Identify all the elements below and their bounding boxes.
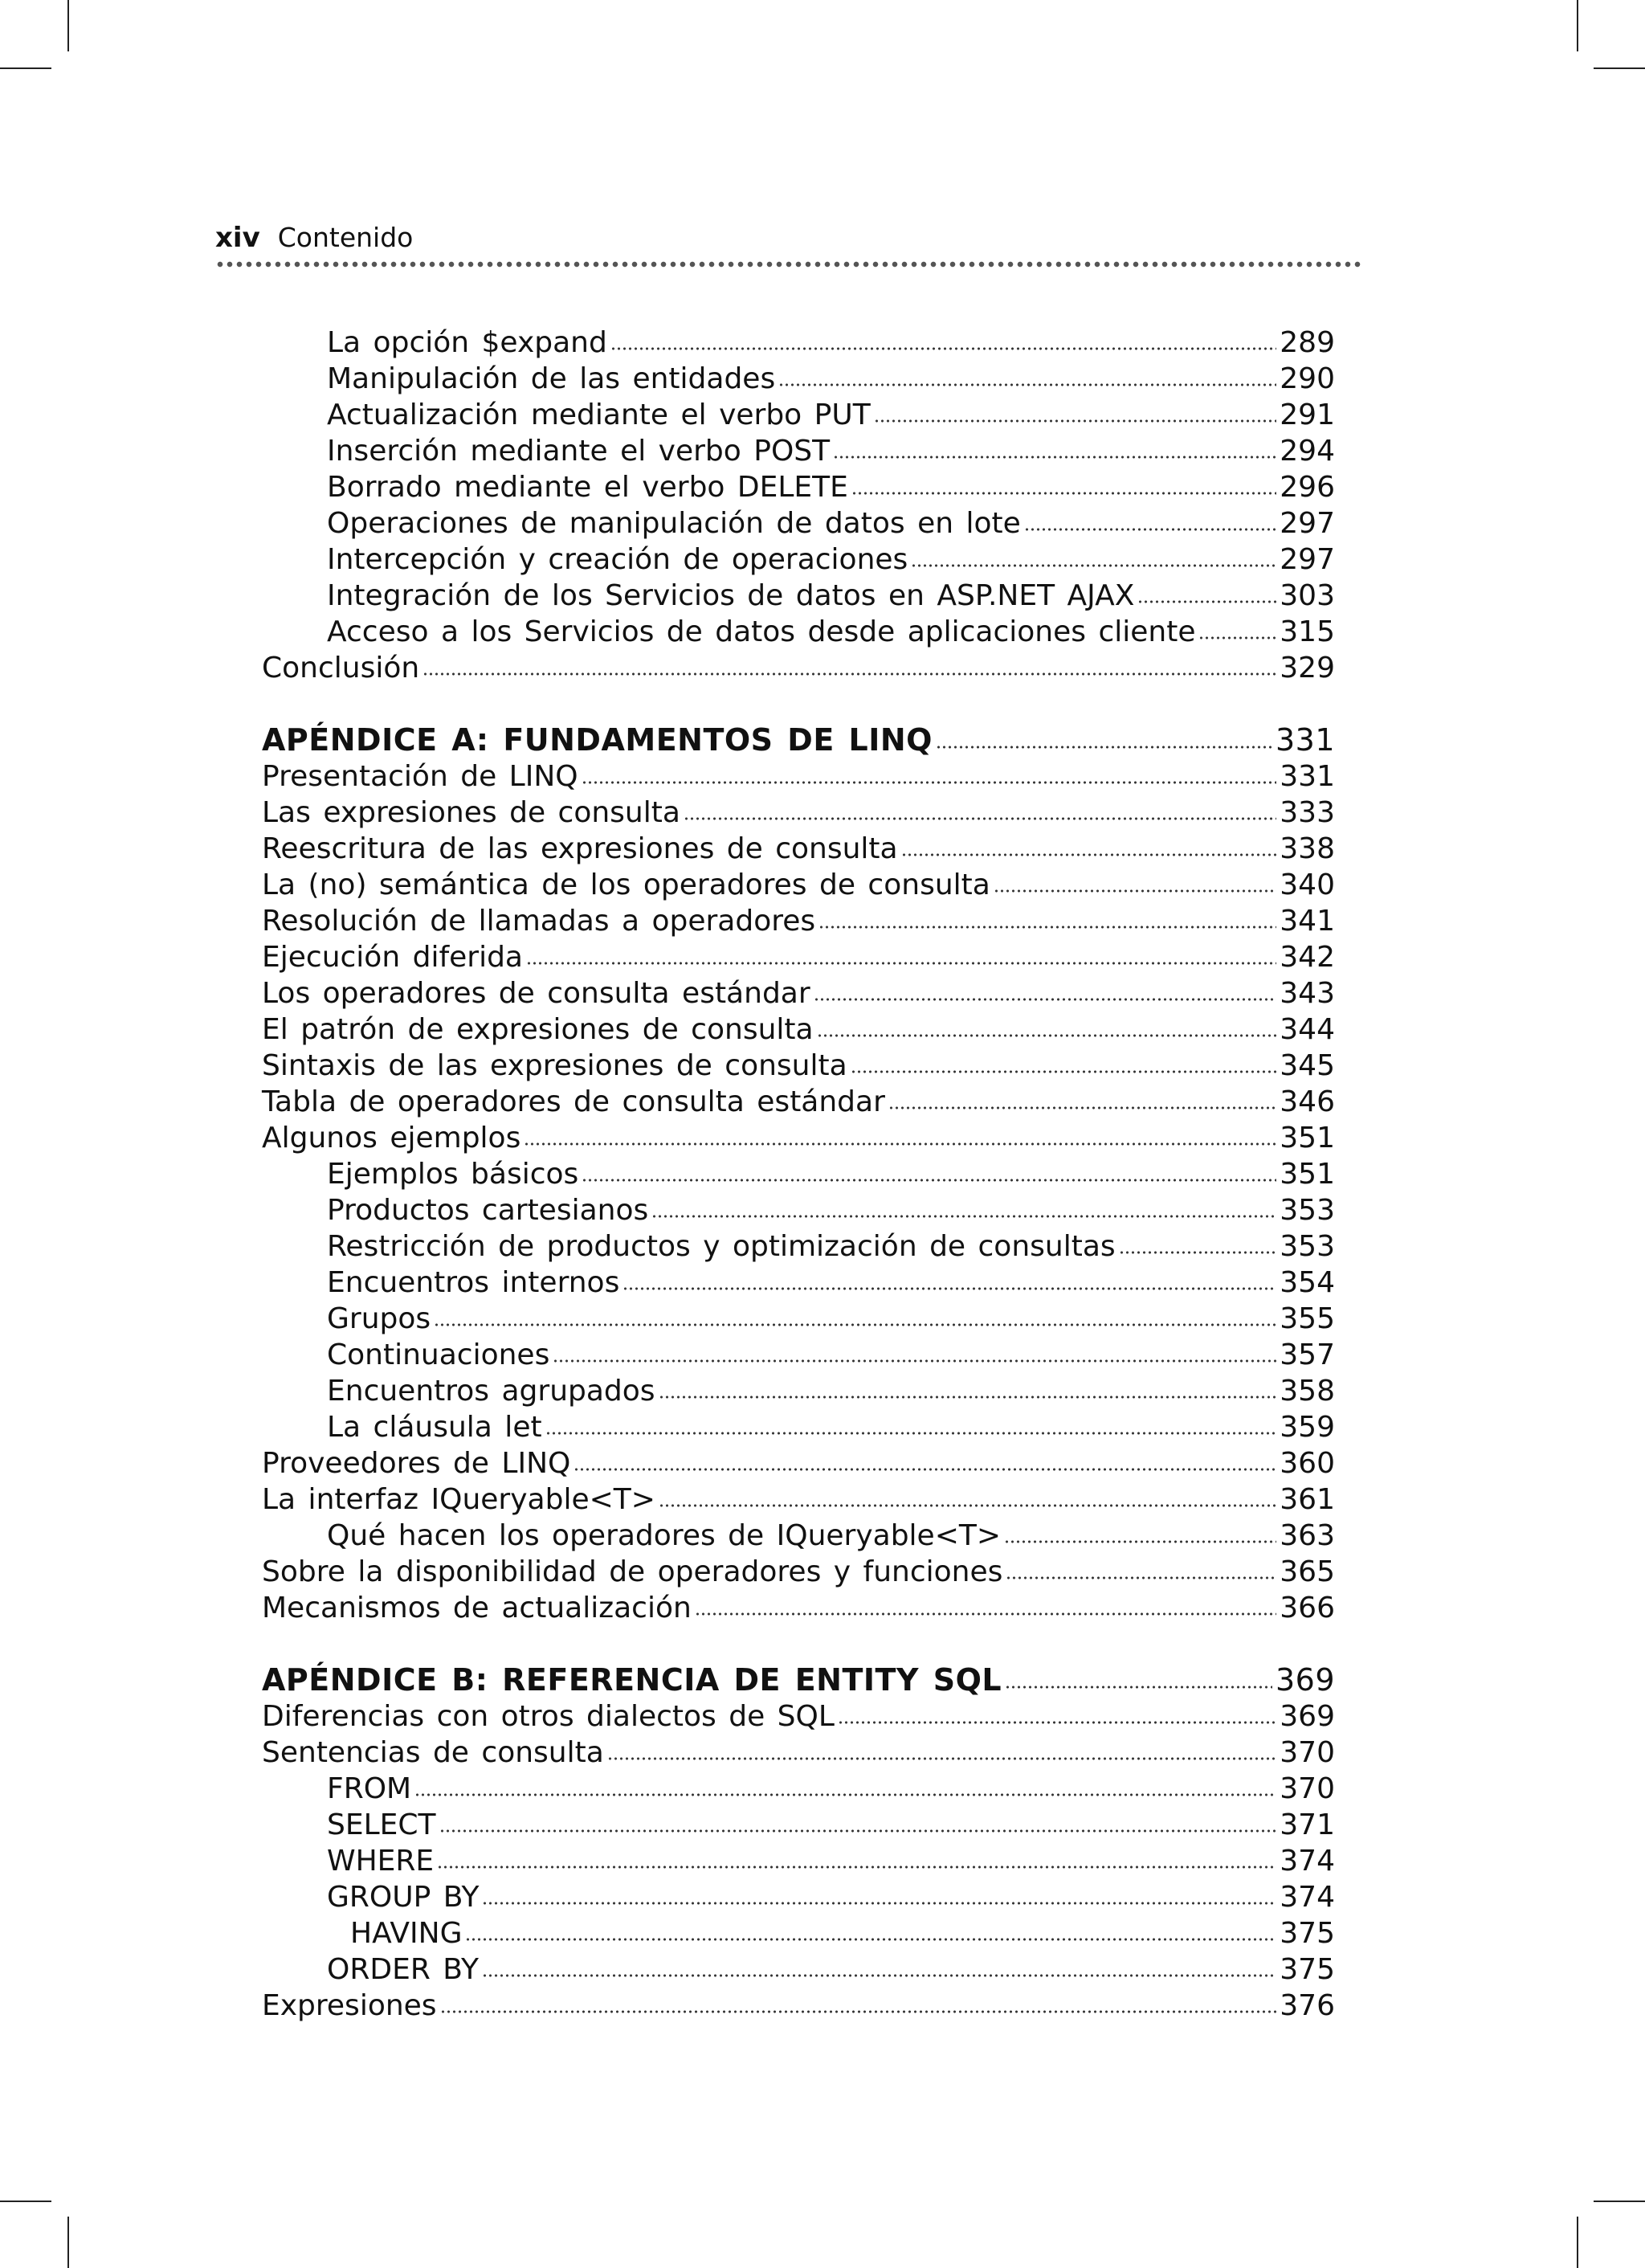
toc-page-number: 353 [1280,1194,1335,1227]
toc-entry [262,1409,1335,1445]
toc-entry-title: Algunos ejemplos [262,1122,521,1154]
dot-leader [874,419,1277,423]
running-header [215,219,413,257]
dot-leader [994,889,1276,893]
dot-leader [553,1359,1276,1363]
toc-entry [262,1011,1335,1048]
toc-page-number: 344 [1280,1013,1335,1046]
dot-leader [901,852,1277,857]
dot-leader [659,1395,1277,1400]
toc-page-number: 297 [1280,507,1335,540]
toc-entry [262,325,1335,361]
toc-entry [262,1445,1335,1481]
toc-entry [262,1084,1335,1120]
toc-page-number: 365 [1280,1555,1335,1588]
dot-leader [622,1286,1276,1291]
dot-leader [610,346,1276,351]
toc-entry-title: Actualización mediante el verbo PUT [327,398,871,431]
dot-leader [1006,1575,1276,1580]
crop-mark [1594,67,1645,69]
toc-page-number: 351 [1280,1158,1335,1191]
toc-entry [262,975,1335,1011]
toc-chapter-heading [262,1662,1335,1698]
dot-leader [422,672,1276,676]
dot-leader [1137,599,1276,604]
crop-mark [0,2201,51,2202]
toc-entry-title: Ejemplos básicos [327,1158,579,1191]
dot-leader [1024,527,1277,532]
toc-entry-title: Tabla de operadores de consulta estándar [262,1085,885,1118]
toc-entry [262,1951,1335,1988]
toc-entry [262,1771,1335,1807]
toc-entry [262,1120,1335,1156]
dot-leader [695,1612,1276,1616]
toc-entry-title: Inserción mediante el verbo POST [327,435,831,468]
toc-entry-title: Sobre la disponibilidad de operadores y funciones [262,1555,1003,1588]
toc-entry [262,578,1335,614]
toc-entry-title: La (no) semántica de los operadores de consulta [262,868,990,901]
toc-entry [262,903,1335,939]
toc-page-number: 329 [1280,652,1335,684]
dot-leader [465,1937,1276,1942]
dot-leader [818,925,1276,930]
dot-leader [434,1322,1276,1327]
toc-page-number: 338 [1280,832,1335,865]
crop-mark [67,0,69,51]
toc-entry-title: Manipulación de las entidades [327,362,776,395]
running-title: Contenido [277,222,414,253]
toc-page-number: 315 [1280,615,1335,648]
crop-mark [67,2217,69,2268]
toc-page-number: 376 [1280,1989,1335,2022]
toc-entry [262,1879,1335,1915]
toc-page-number: 341 [1280,905,1335,938]
dot-leader [482,1973,1276,1978]
toc-page-number: 343 [1280,977,1335,1010]
toc-entry-title: Acceso a los Servicios de datos desde aplicaciones cliente [327,615,1196,648]
toc-entry [262,1337,1335,1373]
toc-entry-title: GROUP BY [327,1881,480,1914]
toc-page-number: 370 [1280,1736,1335,1769]
dot-leader [1198,635,1276,640]
toc-entry-title: Continuaciones [327,1338,550,1371]
toc-entry [262,469,1335,505]
toc-entry [262,867,1335,903]
toc-entry-title: Qué hacen los operadores de IQueryable<T> [327,1519,1002,1552]
toc-entry-title: APÉNDICE A: FUNDAMENTOS DE LINQ [262,722,933,758]
toc-entry [262,758,1335,795]
toc-page-number: 331 [1275,722,1335,758]
toc-entry-title: La cláusula let [327,1411,542,1444]
toc-page-number: 371 [1280,1808,1335,1841]
toc-page-number: 291 [1280,398,1335,431]
dot-leader [524,1142,1276,1146]
toc-page-number: 363 [1280,1519,1335,1552]
toc-page-number: 358 [1280,1375,1335,1408]
toc-entry-title: Ejecución diferida [262,941,523,974]
toc-entry-title: Integración de los Servicios de datos en ASP.NET AJAX [327,579,1135,612]
toc-chapter-heading [262,722,1335,758]
toc-page-number: 355 [1280,1302,1335,1335]
toc-entry-title: ORDER BY [327,1953,479,1986]
dotted-rule [215,259,1362,269]
toc-entry [262,1554,1335,1590]
dot-leader [1119,1250,1277,1255]
toc-entry-title: El patrón de expresiones de consulta [262,1013,814,1046]
toc-page-number: 294 [1280,435,1335,468]
toc-entry [262,541,1335,578]
dot-leader [684,816,1276,821]
toc-page-number: 359 [1280,1411,1335,1444]
toc-entry [262,505,1335,541]
toc-page-number: 375 [1280,1917,1335,1950]
toc-entry-title: Las expresiones de consulta [262,796,680,829]
toc-entry-title: Operaciones de manipulación de datos en lote [327,507,1021,540]
toc-entry-title: WHERE [327,1845,435,1878]
toc-entry [262,1518,1335,1554]
toc-entry [262,361,1335,397]
dot-leader [574,1467,1276,1472]
toc-page-number: 354 [1280,1266,1335,1299]
toc-page-number: 369 [1280,1700,1335,1733]
dot-leader [936,745,1272,750]
dot-leader [440,2009,1277,2014]
dot-leader [582,780,1277,785]
dot-leader [439,1829,1277,1833]
dot-leader [851,1069,1277,1074]
toc-page-number: 369 [1275,1662,1335,1698]
toc-entry-title: La opción $expand [327,326,607,359]
toc-page-number: 345 [1280,1049,1335,1082]
toc-page-number: 297 [1280,543,1335,576]
toc-entry [262,1590,1335,1626]
toc-page-number: 346 [1280,1085,1335,1118]
toc-entry-title: Resolución de llamadas a operadores [262,905,816,938]
toc-page-number: 303 [1280,579,1335,612]
dot-leader [1004,1539,1276,1544]
toc-entry-title: Reescritura de las expresiones de consulta [262,832,898,865]
toc-page-number: 353 [1280,1230,1335,1263]
toc-entry [262,1373,1335,1409]
toc-entry [262,795,1335,831]
toc-entry [262,1915,1335,1951]
dot-leader [414,1792,1276,1797]
dot-leader [1005,1685,1272,1690]
toc-entry [262,1228,1335,1265]
toc-entry [262,1988,1335,2024]
crop-mark [1594,2201,1645,2202]
toc-entry [262,831,1335,867]
toc-entry-title: Expresiones [262,1989,437,2022]
toc-entry-title: Encuentros internos [327,1266,620,1299]
toc-page-number: 366 [1280,1592,1335,1624]
toc-entry-title: FROM [327,1772,412,1805]
dot-leader [651,1214,1276,1219]
dot-leader [888,1105,1276,1110]
page-folio: xiv [215,222,260,254]
toc-entry [262,1735,1335,1771]
toc-page-number: 340 [1280,868,1335,901]
toc-entry-title: Mecanismos de actualización [262,1592,692,1624]
toc-entry [262,433,1335,469]
dot-leader [838,1720,1276,1725]
toc-entry [262,650,1335,686]
dot-leader [659,1503,1276,1508]
crop-mark [0,67,51,69]
toc-entry-title: Proveedores de LINQ [262,1447,571,1480]
dot-leader [437,1865,1276,1870]
toc-entry-title: Borrado mediante el verbo DELETE [327,471,848,504]
toc-page-number: 374 [1280,1845,1335,1878]
toc-entry [262,1698,1335,1735]
toc-entry [262,939,1335,975]
toc-entry-title: Encuentros agrupados [327,1375,655,1408]
toc-page-number: 370 [1280,1772,1335,1805]
toc-entry [262,1481,1335,1518]
toc-page-number: 361 [1280,1483,1335,1516]
table-of-contents [262,325,1335,2024]
toc-entry-title: Grupos [327,1302,431,1335]
dot-leader [814,997,1277,1002]
toc-entry [262,1301,1335,1337]
dot-leader [545,1431,1277,1436]
dot-leader [582,1178,1276,1183]
toc-entry-title: Conclusión [262,652,420,684]
toc-entry [262,1048,1335,1084]
toc-entry-title: APÉNDICE B: REFERENCIA DE ENTITY SQL [262,1662,1002,1698]
dot-leader [911,563,1276,568]
toc-entry [262,1156,1335,1192]
toc-page-number: 333 [1280,796,1335,829]
toc-entry [262,1807,1335,1843]
toc-entry-title: La interfaz IQueryable<T> [262,1483,655,1516]
toc-page-number: 331 [1280,760,1335,793]
toc-entry-title: Intercepción y creación de operaciones [327,543,908,576]
toc-page-number: 290 [1280,362,1335,395]
dot-leader [833,455,1276,460]
toc-entry [262,614,1335,650]
toc-entry-title: HAVING [350,1917,463,1950]
toc-entry-title: Sintaxis de las expresiones de consulta [262,1049,847,1082]
crop-mark [1577,2217,1578,2268]
toc-entry-title: Diferencias con otros dialectos de SQL [262,1700,835,1733]
toc-entry-title: Presentación de LINQ [262,760,578,793]
crop-mark [1577,0,1578,51]
toc-entry-title: Los operadores de consulta estándar [262,977,810,1010]
toc-entry [262,1192,1335,1228]
toc-page-number: 296 [1280,471,1335,504]
dot-leader [851,491,1276,496]
dot-leader [482,1901,1276,1906]
toc-entry-title: Sentencias de consulta [262,1736,604,1769]
toc-page-number: 351 [1280,1122,1335,1154]
toc-page-number: 342 [1280,941,1335,974]
toc-page-number: 357 [1280,1338,1335,1371]
toc-page-number: 375 [1280,1953,1335,1986]
toc-page-number: 360 [1280,1447,1335,1480]
toc-entry-title: Restricción de productos y optimización de consultas [327,1230,1116,1263]
toc-entry [262,1265,1335,1301]
toc-entry [262,1843,1335,1879]
dot-leader [607,1756,1277,1761]
dot-leader [778,382,1276,387]
toc-entry-title: SELECT [327,1808,436,1841]
dot-leader [817,1033,1277,1038]
toc-page-number: 374 [1280,1881,1335,1914]
toc-page-number: 289 [1280,326,1335,359]
toc-entry-title: Productos cartesianos [327,1194,649,1227]
toc-entry [262,397,1335,433]
dot-leader [526,961,1276,966]
